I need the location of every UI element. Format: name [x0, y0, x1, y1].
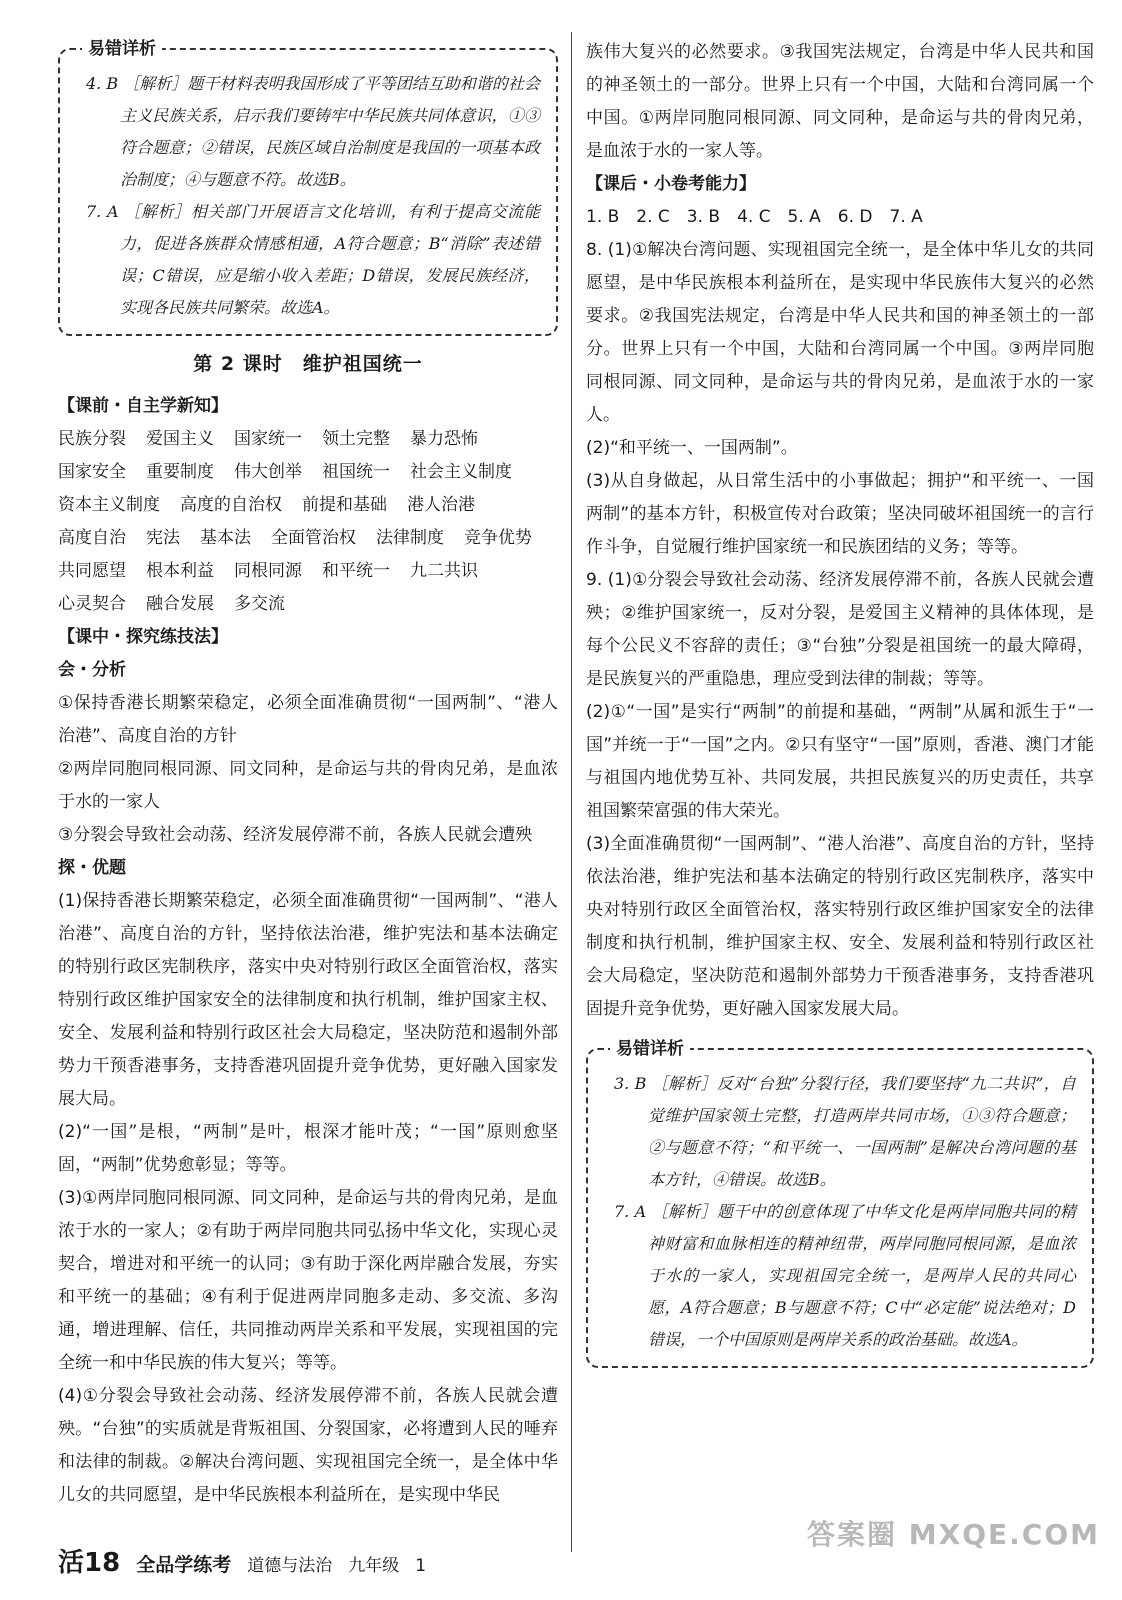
error-analysis-box-1 [58, 39, 558, 336]
page-number: 活18 [58, 1548, 121, 1578]
answer-item: 9. (1)①分裂会导致社会动荡、经济发展停滞不前，各族人民就会遭殃；②维护国家统一，反对分裂，是爱国主义精神的具体体现，是每个公民义不容辞的责任；③“台独”分裂是祖国统一的最大障碍，是民族复兴的严重隐患，理应受到法律的制裁；等等。 [586, 570, 1094, 689]
keyword: 法律制度 [376, 528, 444, 548]
keyword-grid [58, 423, 558, 621]
keyword-row [58, 456, 558, 489]
keyword: 前提和基础 [302, 495, 387, 515]
keyword: 社会主义制度 [410, 462, 512, 482]
answer-item: (2)“和平统一、一国两制”。 [586, 438, 798, 458]
error-analysis-tag: 易错详析 [610, 1036, 690, 1062]
analysis-item: 4. B ［解析］题干材料表明我国形成了平等团结互助和谐的社会主义民族关系，启示我们要铸牢中华民族共同体意识，①③符合题意；②错误，民族区域自治制度是我国的一项基本政治制度；④与题意不符。故选B。 [86, 74, 540, 189]
analysis-point: ②两岸同胞同根同源、同文同种，是命运与共的骨肉兄弟，是血浓于水的一家人 [58, 759, 558, 812]
keyword-row [58, 588, 558, 621]
explore-answer: (4)①分裂会导致社会动荡、经济发展停滞不前，各族人民就会遭殃。“台独”的实质就是背叛祖国、分裂国家，必将遭到人民的唾弃和法律的制裁。②解决台湾问题、实现祖国完全统一，是全体中华儿女的共同愿望，是中华民族根本利益所在，是实现中华民 [58, 1386, 558, 1505]
brand-name: 全品学练考 [136, 1554, 232, 1576]
analysis-point: ①保持香港长期繁荣稳定，必须全面准确贯彻“一国两制”、“港人治港”、高度自治的方针 [58, 693, 558, 746]
keyword: 融合发展 [146, 594, 214, 614]
section-heading-after-class: 【课后・小卷考能力】 [586, 174, 756, 194]
analysis-item: 7. A ［解析］题干中的创意体现了中华文化是两岸同胞共同的精神财富和血脉相连的精神纽带，两岸同胞同根同源，是血浓于水的一家人，实现祖国完全统一，是两岸人民的共同心愿，A符合题意；B与题意不符；C中“必定能”说法绝对；D错误，一个中国原则是两岸关系的政治基础。故选A。 [614, 1202, 1076, 1349]
answer-item: (3)从自身做起，从日常生活中的小事做起；拥护“和平统一、一国两制”的基本方针，积极宣传对台政策；坚决同破坏祖国统一的言行作斗争，自觉履行维护国家统一和民族团结的义务；等等。 [586, 471, 1094, 557]
keyword: 重要制度 [146, 462, 214, 482]
error-analysis-tag: 易错详析 [82, 36, 162, 62]
keyword: 国家统一 [234, 429, 302, 449]
keyword: 港人治港 [407, 495, 475, 515]
analysis-item: 3. B ［解析］反对“台独”分裂行径，我们要坚持“九二共识”，自觉维护国家领土完整，打造两岸共同市场，①③符合题意；②与题意不符；“和平统一、一国两制”是解决台湾问题的基本方针，④错误。故选B。 [614, 1074, 1076, 1189]
keyword: 共同愿望 [58, 561, 126, 581]
lesson-title: 第 2 课时 维护祖国统一 [193, 353, 423, 375]
keyword: 和平统一 [322, 561, 390, 581]
keyword: 资本主义制度 [58, 495, 160, 515]
keyword-row [58, 423, 558, 456]
keyword: 祖国统一 [322, 462, 390, 482]
keyword-row [58, 489, 558, 522]
keyword: 高度自治 [58, 528, 126, 548]
keyword-row [58, 522, 558, 555]
column-divider [571, 32, 572, 1552]
watermark-logo: 答案圈 MXQE.COM [807, 1518, 1100, 1551]
subject-name: 道德与法治 [247, 1556, 333, 1576]
explore-answer: (2)“一国”是根，“两制”是叶，根深才能叶茂；“一国”原则愈坚固，“两制”优势愈彰显；等等。 [58, 1122, 558, 1175]
keyword: 高度的自治权 [180, 495, 282, 515]
choice-answers: 1. B 2. C 3. B 4. C 5. A 6. D 7. A [586, 207, 923, 227]
analysis-subheading: 会・分析 [58, 660, 126, 680]
keyword: 暴力恐怖 [410, 429, 478, 449]
left-column [58, 36, 558, 1512]
explore-subheading: 探・优题 [58, 858, 126, 878]
answer-item: 8. (1)①解决台湾问题、实现祖国完全统一，是全体中华儿女的共同愿望，是中华民族根本利益所在，是实现中华民族伟大复兴的必然要求。②我国宪法规定，台湾是中华人民共和国的神圣领土的一部分。世界上只有一个中国，大陆和台湾同属一个中国。③两岸同胞同根同源、同文同种，是命运与共的骨肉兄弟，是血浓于水的一家人。 [586, 240, 1094, 425]
keyword: 领土完整 [322, 429, 390, 449]
explore-answer: (3)①两岸同胞同根同源、同文同种，是命运与共的骨肉兄弟，是血浓于水的一家人；②有助于两岸同胞共同弘扬中华文化，实现心灵契合，增进对和平统一的认同；③有助于深化两岸融合发展，夯实和平统一的基础；④有利于促进两岸同胞多走动、多交流、多沟通，增进理解、信任，共同推动两岸关系和平发展，实现祖国的完全统一和中华民族的伟大复兴；等等。 [58, 1188, 558, 1373]
analysis-point: ③分裂会导致社会动荡、经济发展停滞不前，各族人民就会遭殃 [58, 825, 533, 845]
keyword: 基本法 [200, 528, 251, 548]
keyword: 心灵契合 [58, 594, 126, 614]
keyword: 同根同源 [234, 561, 302, 581]
keyword: 爱国主义 [146, 429, 214, 449]
keyword: 伟大创举 [234, 462, 302, 482]
keyword: 国家安全 [58, 462, 126, 482]
keyword: 根本利益 [146, 561, 214, 581]
keyword: 全面管治权 [271, 528, 356, 548]
volume-label: 1 [415, 1556, 427, 1576]
keyword-row [58, 555, 558, 588]
section-heading-pre-class: 【课前・自主学新知】 [58, 396, 228, 416]
explore-answer: (1)保持香港长期繁荣稳定，必须全面准确贯彻“一国两制”、“港人治港”、高度自治的方针，坚持依法治港，维护宪法和基本法确定的特别行政区宪制秩序，落实中央对特别行政区全面管治权，落实特别行政区维护国家安全的法律制度和执行机制，维护国家主权、安全、发展利益和特别行政区社会大局稳定，坚决防范和遏制外部势力干预香港事务，支持香港巩固提升竞争优势，更好融入国家发展大局。 [58, 891, 558, 1109]
keyword: 九二共识 [410, 561, 478, 581]
keyword: 多交流 [234, 594, 285, 614]
section-heading-in-class: 【课中・探究练技法】 [58, 627, 228, 647]
error-analysis-box-2 [586, 1039, 1094, 1368]
analysis-item: 7. A ［解析］相关部门开展语言文化培训，有利于提高交流能力，促进各族群众情感相通，A符合题意；B“消除”表述错误；C错误，应是缩小收入差距；D错误，发展民族经济，实现各民族共同繁荣。故选A。 [86, 202, 540, 317]
grade-label: 九年级 [348, 1556, 400, 1576]
keyword: 竞争优势 [464, 528, 532, 548]
keyword: 宪法 [146, 528, 180, 548]
right-column [586, 36, 1094, 1368]
keyword: 民族分裂 [58, 429, 126, 449]
answer-item: (2)①“一国”是实行“两制”的前提和基础，“两制”从属和派生于“一国”并统一于“一国”之内。②只有坚守“一国”原则，香港、澳门才能与祖国内地优势互补、共同发展，共担民族复兴的历史责任，共享祖国繁荣富强的伟大荣光。 [586, 702, 1094, 821]
continued-text: 族伟大复兴的必然要求。③我国宪法规定，台湾是中华人民共和国的神圣领土的一部分。世界上只有一个中国，大陆和台湾同属一个中国。①两岸同胞同根同源、同文同种，是命运与共的骨肉兄弟，是血浓于水的一家人等。 [586, 42, 1094, 161]
answer-item: (3)全面准确贯彻“一国两制”、“港人治港”、高度自治的方针，坚持依法治港，维护宪法和基本法确定的特别行政区宪制秩序，落实中央对特别行政区全面管治权，落实特别行政区维护国家安全的法律制度和执行机制，维护国家主权、安全、发展利益和特别行政区社会大局稳定，坚决防范和遏制外部势力干预香港事务，支持香港巩固提升竞争优势，更好融入国家发展大局。 [586, 834, 1094, 1019]
page-footer [58, 1548, 426, 1581]
